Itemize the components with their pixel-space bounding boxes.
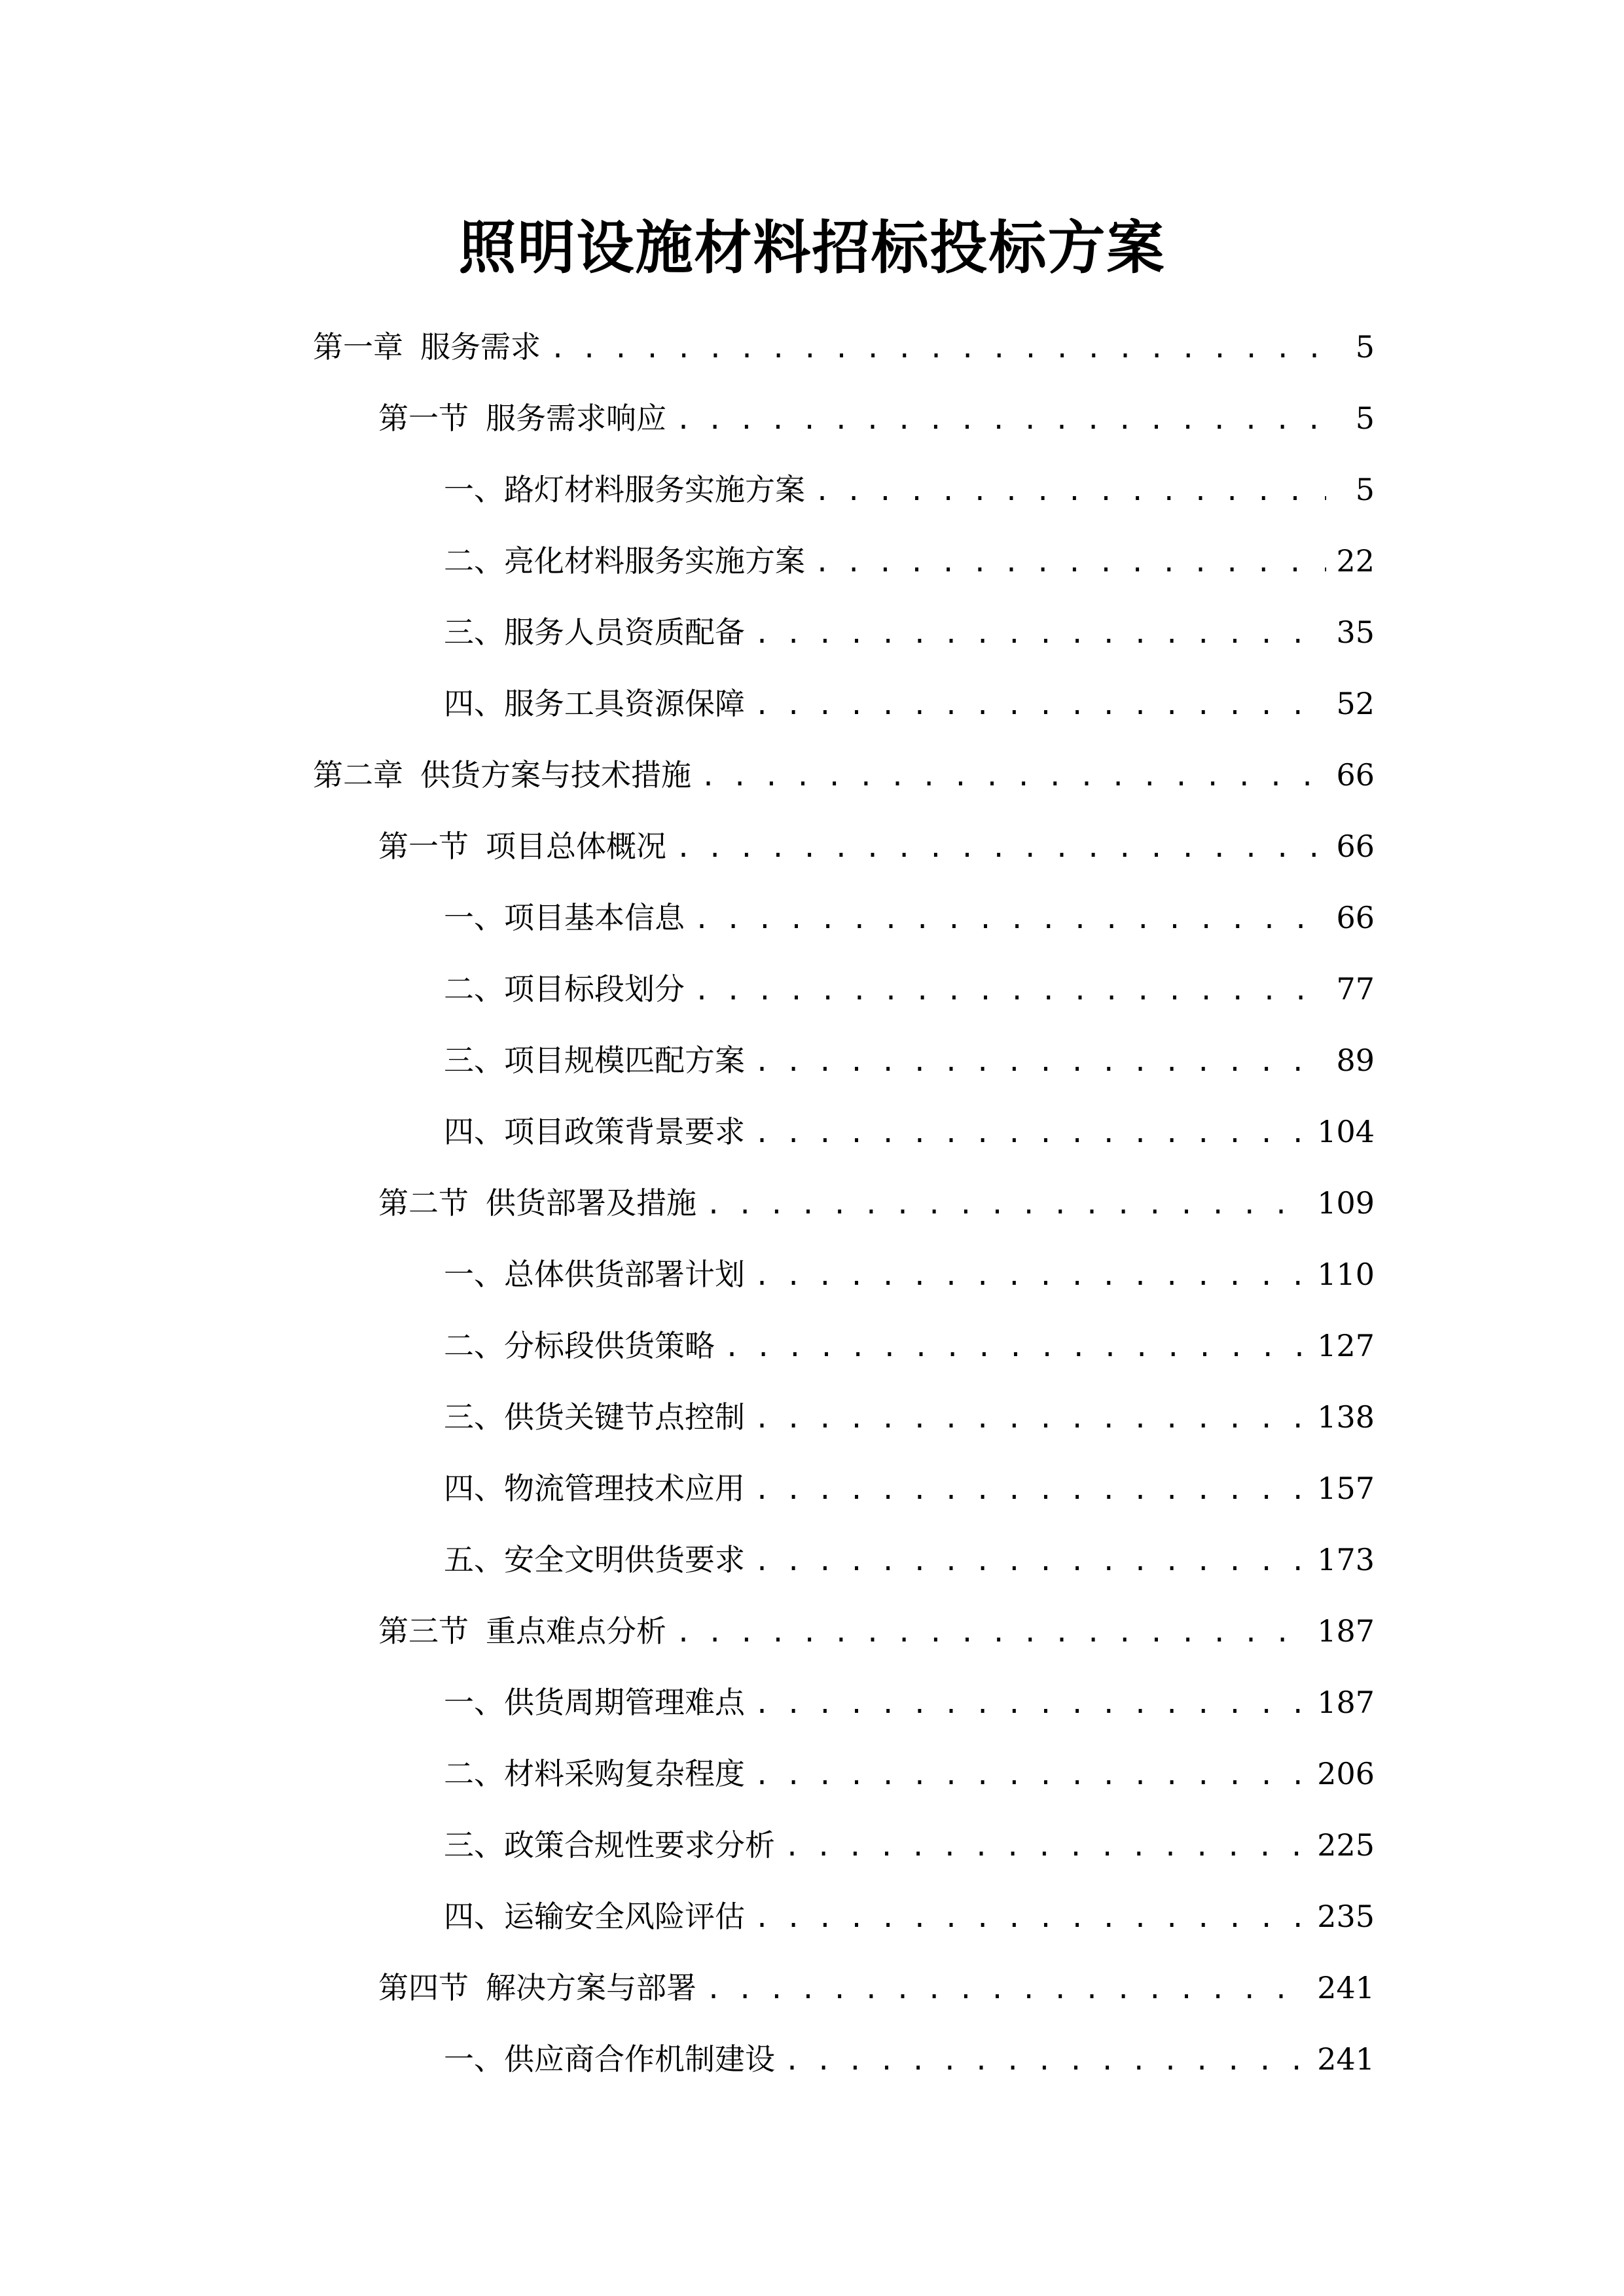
toc-page-number: 206 <box>1317 1756 1375 1791</box>
toc-page-number: 225 <box>1317 1827 1375 1863</box>
toc-number: 第二节 <box>378 1185 469 1221</box>
toc-entry-item[interactable] <box>444 1534 1375 1586</box>
toc-entry-item[interactable] <box>444 1105 1375 1158</box>
toc-entry-section[interactable] <box>378 392 1375 444</box>
toc-leader-dots <box>754 608 1326 660</box>
toc-entry-section[interactable] <box>378 1177 1375 1229</box>
toc-page-number: 187 <box>1317 1613 1375 1649</box>
toc-page-number: 66 <box>1336 829 1375 864</box>
toc-entry-item[interactable] <box>444 1034 1375 1086</box>
toc-page-number: 109 <box>1317 1185 1375 1221</box>
toc-page-number: 5 <box>1355 329 1375 365</box>
toc-label: 供货周期管理难点 <box>504 1685 745 1720</box>
toc-label: 重点难点分析 <box>486 1613 666 1649</box>
toc-entry-item[interactable] <box>444 1676 1375 1729</box>
toc-number: 四、 <box>444 1471 504 1506</box>
toc-leader-dots <box>754 1464 1308 1516</box>
toc-number: 三、 <box>444 1827 504 1863</box>
toc-page-number: 22 <box>1336 543 1375 579</box>
toc-number: 一、 <box>444 2041 504 2077</box>
toc-number: 一、 <box>444 900 504 935</box>
toc-leader-dots <box>754 1535 1308 1588</box>
toc-label: 服务需求响应 <box>486 401 666 436</box>
toc-leader-dots <box>754 1393 1308 1445</box>
toc-entry-item[interactable] <box>444 1248 1375 1300</box>
toc-leader-dots <box>724 1321 1308 1374</box>
toc-label: 运输安全风险评估 <box>504 1899 745 1934</box>
toc-label: 供货部署及措施 <box>486 1185 696 1221</box>
toc-page-number: 52 <box>1336 686 1375 721</box>
toc-number: 三、 <box>444 615 504 650</box>
toc-leader-dots <box>754 1250 1308 1302</box>
toc-label: 亮化材料服务实施方案 <box>504 543 805 579</box>
toc-page-number: 241 <box>1317 1970 1375 2005</box>
toc-entry-item[interactable] <box>444 606 1375 658</box>
toc-entry-item[interactable] <box>444 891 1375 944</box>
toc-leader-dots <box>754 679 1326 732</box>
toc-entry-item[interactable] <box>444 1462 1375 1515</box>
toc-leader-dots <box>700 751 1326 803</box>
toc-leader-dots <box>754 1678 1308 1731</box>
toc-leader-dots <box>550 323 1326 375</box>
toc-label: 供应商合作机制建设 <box>504 2041 775 2077</box>
toc-entry-section[interactable] <box>378 1962 1375 2014</box>
toc-leader-dots <box>784 2035 1308 2087</box>
toc-page-number: 173 <box>1317 1542 1375 1577</box>
toc-page-number: 127 <box>1317 1328 1375 1363</box>
document-title: 照明设施材料招标投标方案 <box>458 213 1166 281</box>
toc-leader-dots <box>754 1107 1308 1160</box>
toc-number: 四、 <box>444 1114 504 1149</box>
toc-number: 第一节 <box>378 829 469 864</box>
toc-number: 第三节 <box>378 1613 469 1649</box>
toc-leader-dots <box>754 1892 1308 1945</box>
toc-number: 二、 <box>444 1328 504 1363</box>
toc-page-number: 241 <box>1317 2041 1375 2077</box>
toc-entry-section[interactable] <box>378 1605 1375 1657</box>
toc-entry-item[interactable] <box>444 463 1375 516</box>
toc-label: 分标段供货策略 <box>504 1328 715 1363</box>
toc-leader-dots <box>706 1964 1308 2016</box>
toc-label: 政策合规性要求分析 <box>504 1827 775 1863</box>
toc-entry-item[interactable] <box>444 1819 1375 1871</box>
toc-entry-item[interactable] <box>444 1748 1375 1800</box>
toc-label: 服务工具资源保障 <box>504 686 745 721</box>
toc-number: 二、 <box>444 543 504 579</box>
toc-label: 项目总体概况 <box>486 829 666 864</box>
toc-label: 物流管理技术应用 <box>504 1471 745 1506</box>
toc-number: 三、 <box>444 1399 504 1435</box>
toc-leader-dots <box>676 1607 1308 1659</box>
toc-number: 一、 <box>444 1685 504 1720</box>
toc-number: 四、 <box>444 1899 504 1934</box>
toc-page-number: 187 <box>1317 1685 1375 1720</box>
toc-label: 项目规模匹配方案 <box>504 1043 745 1078</box>
toc-label: 总体供货部署计划 <box>504 1257 745 1292</box>
toc-entry-section[interactable] <box>378 820 1375 872</box>
toc-label: 路灯材料服务实施方案 <box>504 472 805 507</box>
toc-label: 安全文明供货要求 <box>504 1542 745 1577</box>
toc-number: 三、 <box>444 1043 504 1078</box>
toc-page-number: 104 <box>1317 1114 1375 1149</box>
toc-number: 二、 <box>444 1756 504 1791</box>
toc-leader-dots <box>754 1036 1326 1088</box>
toc-leader-dots <box>754 1749 1308 1802</box>
toc-page-number: 35 <box>1336 615 1375 650</box>
toc-entry-chapter[interactable] <box>313 749 1375 801</box>
toc-leader-dots <box>784 1821 1308 1873</box>
toc-page-number: 66 <box>1336 900 1375 935</box>
toc-entry-item[interactable] <box>444 677 1375 730</box>
toc-leader-dots <box>676 394 1326 446</box>
toc-entry-chapter[interactable] <box>313 321 1375 373</box>
toc-leader-dots <box>694 893 1326 946</box>
toc-label: 材料采购复杂程度 <box>504 1756 745 1791</box>
toc-number: 第二章 <box>313 757 403 793</box>
toc-label: 解决方案与部署 <box>486 1970 696 2005</box>
toc-label: 供货方案与技术措施 <box>420 757 691 793</box>
toc-page-number: 89 <box>1336 1043 1375 1078</box>
toc-page-number: 77 <box>1336 971 1375 1007</box>
toc-leader-dots <box>706 1179 1308 1231</box>
toc-label: 服务需求 <box>420 329 541 365</box>
toc-entry-item[interactable] <box>444 1890 1375 1943</box>
toc-label: 项目标段划分 <box>504 971 685 1007</box>
toc-leader-dots <box>814 537 1326 589</box>
toc-number: 第一章 <box>313 329 403 365</box>
toc-number: 第四节 <box>378 1970 469 2005</box>
toc-label: 项目基本信息 <box>504 900 685 935</box>
toc-page-number: 110 <box>1317 1257 1375 1292</box>
toc-page-number: 235 <box>1317 1899 1375 1934</box>
toc-number: 五、 <box>444 1542 504 1577</box>
toc-page-number: 5 <box>1355 472 1375 507</box>
toc-leader-dots <box>814 465 1326 518</box>
toc-page-number: 5 <box>1355 401 1375 436</box>
toc-number: 第一节 <box>378 401 469 436</box>
toc-label: 项目政策背景要求 <box>504 1114 745 1149</box>
toc-page-number: 138 <box>1317 1399 1375 1435</box>
toc-entry-item[interactable] <box>444 1391 1375 1443</box>
toc-number: 四、 <box>444 686 504 721</box>
toc-label: 服务人员资质配备 <box>504 615 745 650</box>
toc-entry-item[interactable] <box>444 535 1375 587</box>
toc-entry-item[interactable] <box>444 963 1375 1015</box>
toc-number: 一、 <box>444 472 504 507</box>
toc-number: 二、 <box>444 971 504 1007</box>
toc-leader-dots <box>694 965 1326 1017</box>
toc-number: 一、 <box>444 1257 504 1292</box>
toc-page-number: 157 <box>1317 1471 1375 1506</box>
toc-page-number: 66 <box>1336 757 1375 793</box>
toc-entry-item[interactable] <box>444 1319 1375 1372</box>
toc-label: 供货关键节点控制 <box>504 1399 745 1435</box>
toc-leader-dots <box>676 822 1326 874</box>
toc-entry-item[interactable] <box>444 2033 1375 2085</box>
